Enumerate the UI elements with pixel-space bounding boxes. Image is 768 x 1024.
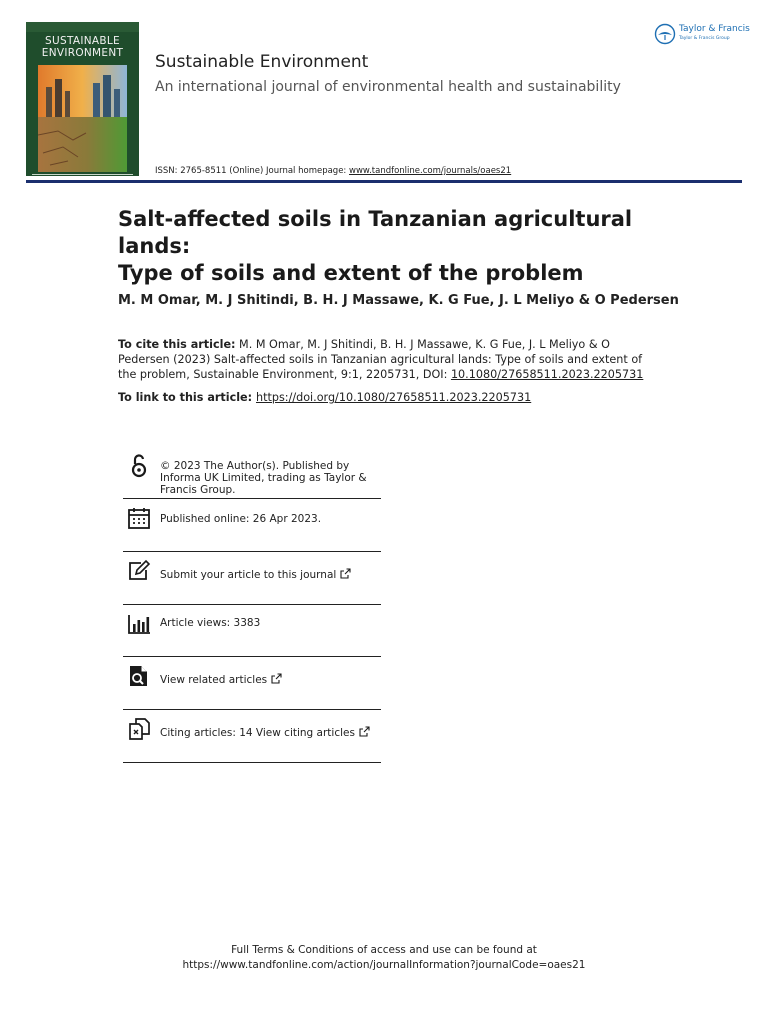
document-search-icon bbox=[127, 664, 151, 688]
bar-chart-icon bbox=[127, 612, 151, 636]
cite-label: To cite this article: bbox=[118, 338, 236, 351]
submit-article-label: Submit your article to this journal bbox=[160, 569, 337, 581]
divider bbox=[123, 498, 381, 499]
published-row bbox=[123, 506, 381, 530]
journal-name: Sustainable Environment bbox=[155, 52, 369, 72]
open-access-icon bbox=[127, 454, 151, 478]
journal-homepage-link[interactable]: www.tandfonline.com/journals/oaes21 bbox=[349, 166, 512, 176]
taylor-francis-icon bbox=[654, 23, 676, 45]
open-access-row bbox=[123, 454, 381, 498]
article-title-line1: Salt-affected soils in Tanzanian agricultural lands: bbox=[118, 207, 633, 258]
related-articles-link[interactable] bbox=[160, 673, 385, 686]
header-rule bbox=[26, 180, 742, 183]
citing-articles-link[interactable] bbox=[160, 726, 400, 739]
article-views-text: Article views: 3383 bbox=[160, 617, 261, 629]
citing-articles-label: Citing articles: 14 View citing articles bbox=[160, 727, 355, 739]
article-doi-link[interactable]: https://doi.org/10.1080/27658511.2023.2205731 bbox=[256, 391, 532, 404]
issn-line bbox=[155, 166, 511, 176]
cite-text: M. M Omar, M. J Shitindi, B. H. J Massawe, K. G Fue, J. L Meliyo & O Pedersen (2023) Salt-affected soils in Tanzanian agricultural lands: Type of soils and extent of the problem, Sustainable Environment, 9:1, 2205731, DOI: bbox=[118, 338, 643, 381]
divider bbox=[123, 709, 381, 710]
related-articles-row[interactable] bbox=[123, 664, 381, 690]
cover-divider bbox=[32, 174, 133, 175]
citing-articles-row[interactable] bbox=[123, 717, 381, 743]
issn-text: ISSN: 2765-8511 (Online) Journal homepage: bbox=[155, 166, 349, 176]
footer-terms-url[interactable]: https://www.tandfonline.com/action/journalInformation?journalCode=oaes21 bbox=[182, 959, 586, 971]
published-text: Published online: 26 Apr 2023. bbox=[160, 513, 322, 525]
publisher-name: Taylor & Francis bbox=[679, 24, 750, 34]
cover-top-band bbox=[26, 22, 139, 32]
divider bbox=[123, 604, 381, 605]
article-title bbox=[118, 206, 698, 287]
divider bbox=[123, 656, 381, 657]
calendar-icon bbox=[127, 506, 151, 530]
cite-doi-link[interactable]: 10.1080/27658511.2023.2205731 bbox=[450, 368, 644, 381]
cover-title-line2: ENVIRONMENT bbox=[41, 47, 124, 59]
link-label: To link to this article: bbox=[118, 391, 256, 404]
cover-title-line1: SUSTAINABLE bbox=[45, 35, 120, 47]
divider bbox=[123, 551, 381, 552]
open-access-text: © 2023 The Author(s). Published by Informa UK Limited, trading as Taylor & Francis Group. bbox=[160, 460, 367, 496]
article-authors: M. M Omar, M. J Shitindi, B. H. J Massawe, K. G Fue, J. L Meliyo & O Pedersen bbox=[118, 293, 679, 308]
cover-image bbox=[38, 65, 127, 172]
publisher-group: Taylor & Francis Group bbox=[679, 36, 730, 41]
citing-documents-icon bbox=[127, 717, 151, 741]
submit-article-link[interactable] bbox=[160, 568, 390, 581]
cover-title bbox=[30, 35, 135, 59]
article-views-row bbox=[123, 612, 381, 636]
related-articles-label: View related articles bbox=[160, 674, 268, 686]
journal-cover bbox=[26, 22, 139, 176]
article-link bbox=[118, 391, 663, 404]
footer-terms bbox=[0, 943, 768, 973]
submit-article-row[interactable] bbox=[123, 559, 381, 585]
publisher-logo[interactable] bbox=[654, 21, 750, 47]
edit-icon bbox=[127, 559, 151, 583]
footer-line1: Full Terms & Conditions of access and use can be found at bbox=[231, 944, 537, 956]
journal-subtitle: An international journal of environmental health and sustainability bbox=[155, 79, 621, 95]
external-link-icon bbox=[270, 673, 282, 685]
external-link-icon bbox=[339, 568, 351, 580]
citation bbox=[118, 337, 663, 382]
divider bbox=[123, 762, 381, 763]
article-title-line2: Type of soils and extent of the problem bbox=[118, 261, 584, 285]
external-link-icon bbox=[358, 726, 370, 738]
